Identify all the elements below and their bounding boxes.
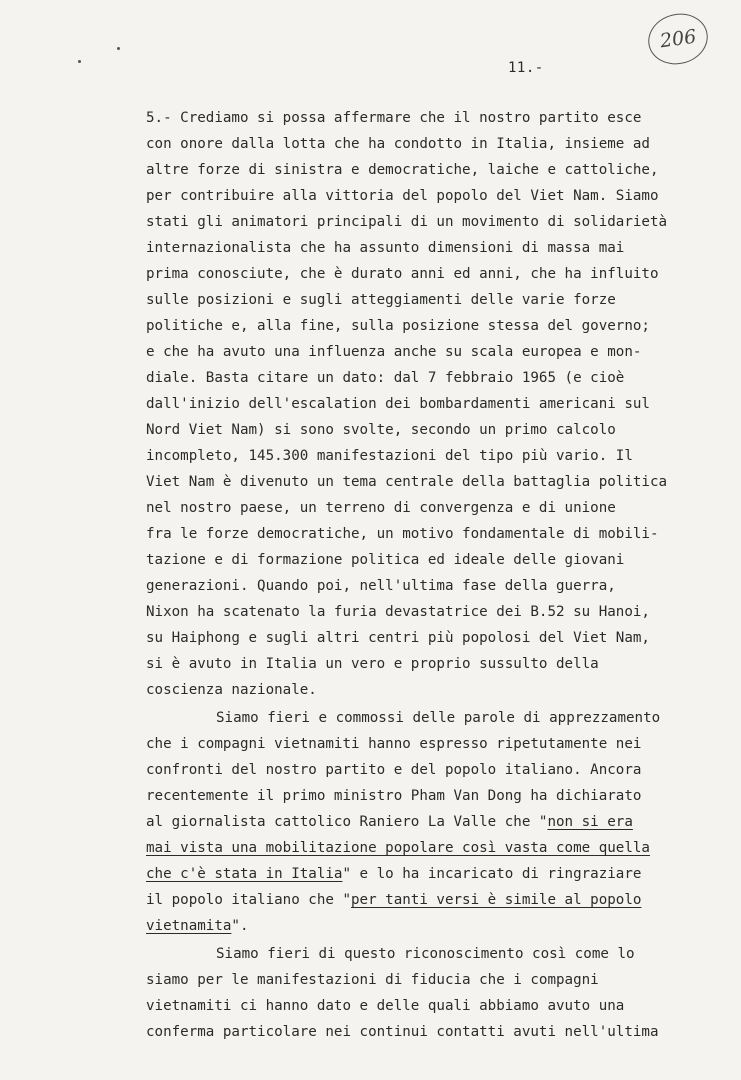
text-line: che c'è stata in Italia" e lo ha incaricato di ringraziare	[146, 866, 642, 882]
text-line: dall'inizio dell'escalation dei bombardamenti americani sul	[146, 396, 650, 412]
text-line: internazionalista che ha assunto dimensioni di massa mai	[146, 240, 625, 256]
text-line: Siamo fieri di questo riconoscimento così come lo	[216, 946, 635, 962]
text-line: che i compagni vietnamiti hanno espresso ripetutamente nei	[146, 736, 642, 752]
underlined-quote: mai vista una mobilitazione popolare così vasta come quella	[146, 840, 650, 856]
text-line: coscienza nazionale.	[146, 682, 317, 698]
text-line: al giornalista cattolico Raniero La Valle che "non si era	[146, 814, 633, 830]
text-line	[146, 838, 650, 858]
text-line: 5.- Crediamo si possa affermare che il nostro partito esce	[146, 110, 642, 126]
page-number: 11.-	[508, 60, 544, 76]
text-line: altre forze di sinistra e democratiche, laiche e cattoliche,	[146, 162, 659, 178]
text-line: incompleto, 145.300 manifestazioni del tipo più vario. Il	[146, 448, 633, 464]
text-line: nel nostro paese, un terreno di convergenza e di unione	[146, 500, 616, 516]
text-line: recentemente il primo ministro Pham Van Dong ha dichiarato	[146, 788, 642, 804]
text-line: conferma particolare nei continui contatti avuti nell'ultima	[146, 1024, 659, 1040]
text-line: Nixon ha scatenato la furia devastatrice dei B.52 su Hanoi,	[146, 604, 650, 620]
text-line: fra le forze democratiche, un motivo fondamentale di mobili-	[146, 526, 659, 542]
text-line: si è avuto in Italia un vero e proprio sussulto della	[146, 656, 599, 672]
text-line: siamo per le manifestazioni di fiducia che i compagni	[146, 972, 599, 988]
text-line: per contribuire alla vittoria del popolo del Viet Nam. Siamo	[146, 188, 659, 204]
underlined-quote: non si era	[547, 814, 633, 830]
text-line: vietnamita".	[146, 918, 249, 934]
text-line: e che ha avuto una influenza anche su scala europea e mon-	[146, 344, 642, 360]
underlined-quote: che c'è stata in Italia	[146, 866, 343, 882]
text-line: vietnamiti ci hanno dato e delle quali abbiamo avuto una	[146, 998, 625, 1014]
text-line: politiche e, alla fine, sulla posizione stessa del governo;	[146, 318, 650, 334]
text-line: confronti del nostro partito e del popolo italiano. Ancora	[146, 762, 642, 778]
paper-speck	[117, 47, 120, 50]
text-line: Nord Viet Nam) si sono svolte, secondo un primo calcolo	[146, 422, 616, 438]
archive-stamp	[643, 7, 713, 70]
text-line: Viet Nam è divenuto un tema centrale della battaglia politica	[146, 474, 668, 490]
archive-stamp-number: 206	[658, 25, 698, 53]
text-line: sulle posizioni e sugli atteggiamenti delle varie forze	[146, 292, 616, 308]
text-line: con onore dalla lotta che ha condotto in Italia, insieme ad	[146, 136, 650, 152]
underlined-quote: vietnamita	[146, 918, 232, 934]
text-line: prima conosciute, che è durato anni ed anni, che ha influito	[146, 266, 659, 282]
text-line: Siamo fieri e commossi delle parole di apprezzamento	[216, 710, 661, 726]
paper-speck	[78, 60, 81, 63]
text-line: su Haiphong e sugli altri centri più popolosi del Viet Nam,	[146, 630, 650, 646]
underlined-quote: per tanti versi è simile al popolo	[351, 892, 642, 908]
text-line: il popolo italiano che "per tanti versi è simile al popolo	[146, 892, 642, 908]
text-line: diale. Basta citare un dato: dal 7 febbraio 1965 (e cioè	[146, 370, 625, 386]
text-line: generazioni. Quando poi, nell'ultima fase della guerra,	[146, 578, 616, 594]
text-line: stati gli animatori principali di un movimento di solidarietà	[146, 214, 668, 230]
text-line: tazione e di formazione politica ed ideale delle giovani	[146, 552, 625, 568]
